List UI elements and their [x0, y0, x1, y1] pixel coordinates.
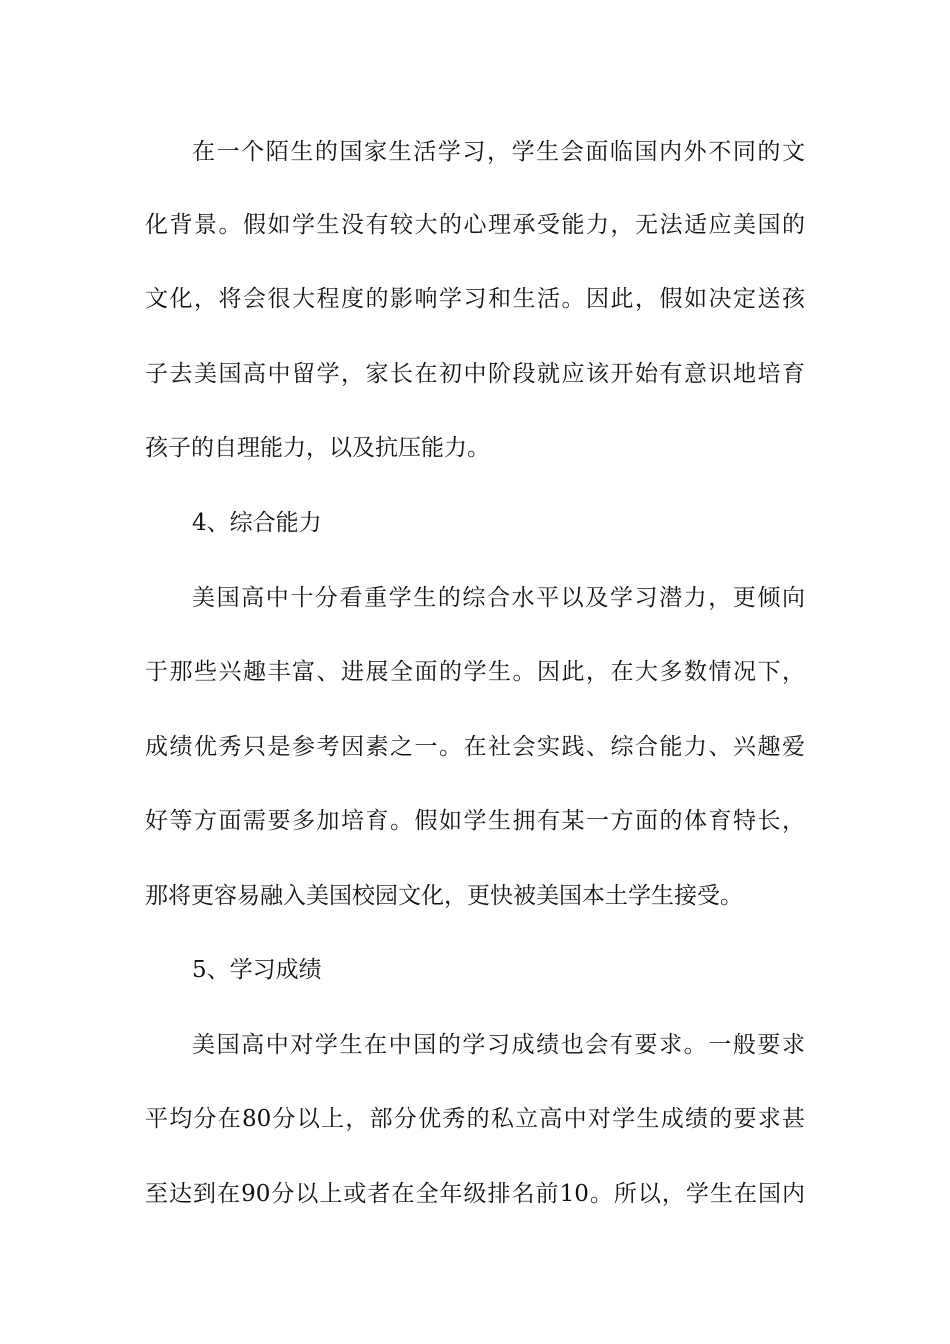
paragraph-line: 化背景。假如学生没有较大的心理承受能力，无法适应美国的: [145, 212, 805, 238]
paragraph-line: 孩子的自理能力，以及抗压能力。: [145, 435, 490, 461]
paragraph-line: 那将更容易融入美国校园文化，更快被美国本土学生接受。: [145, 883, 743, 909]
section-heading: 5、学习成绩: [192, 957, 322, 983]
paragraph-line: 子去美国高中留学，家长在初中阶段就应该开始有意识地培育: [145, 361, 805, 387]
paragraph-line: 美国高中对学生在中国的学习成绩也会有要求。一般要求: [192, 1032, 805, 1058]
paragraph-line: 成绩优秀只是参考因素之一。在社会实践、综合能力、兴趣爱: [145, 734, 805, 760]
paragraph-line: 在一个陌生的国家生活学习，学生会面临国内外不同的文: [192, 139, 805, 165]
paragraph-line: 至达到在90分以上或者在全年级排名前10。所以，学生在国内: [145, 1181, 805, 1207]
paragraph-line: 平均分在80分以上，部分优秀的私立高中对学生成绩的要求甚: [145, 1106, 805, 1132]
paragraph-line: 美国高中十分看重学生的综合水平以及学习潜力，更倾向: [192, 585, 805, 611]
paragraph-line: 文化，将会很大程度的影响学习和生活。因此，假如决定送孩: [145, 286, 805, 312]
paragraph-line: 于那些兴趣丰富、进展全面的学生。因此，在大多数情况下，: [145, 659, 805, 685]
paragraph-line: 好等方面需要多加培育。假如学生拥有某一方面的体育特长，: [145, 808, 805, 834]
section-heading: 4、综合能力: [192, 510, 322, 536]
